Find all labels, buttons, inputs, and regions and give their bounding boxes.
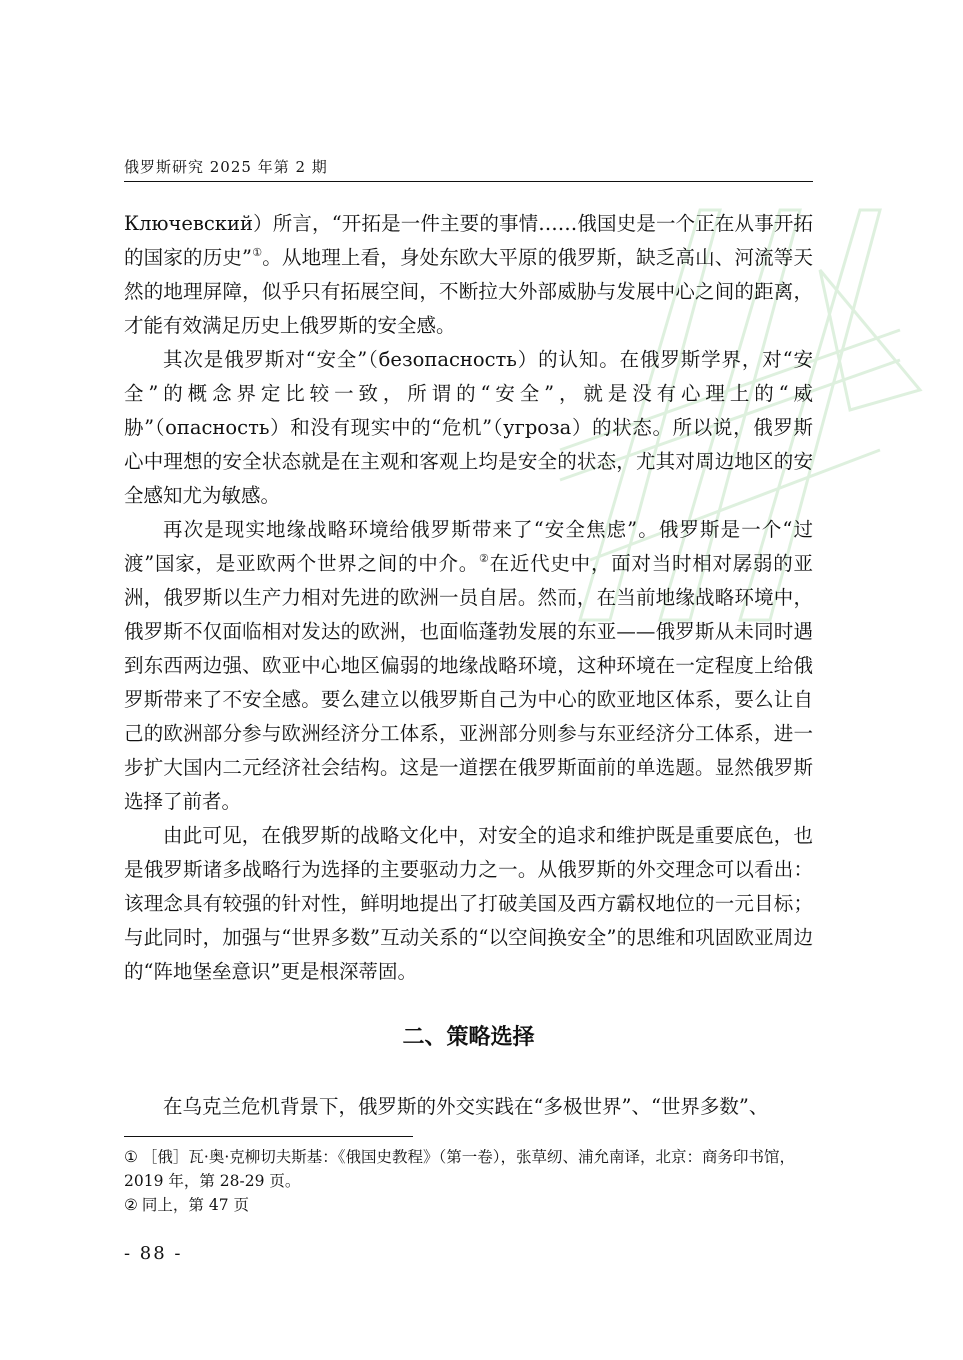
footnote-1 [124, 1145, 813, 1193]
section-first-line: 在乌克兰危机背景下，俄罗斯的外交实践在“多极世界”、“世界多数”、 [163, 1095, 769, 1118]
footnote-rule [124, 1136, 413, 1137]
paragraph-1-rest: 。从地理上看，身处东欧大平原的俄罗斯，缺乏高山、河流等天然的地理屏障，似乎只有拓展空间，不断拉大外部威胁与发展中心之间的距离，才能有效满足历史上俄罗斯的安全感。 [124, 246, 813, 337]
footnote-2-text: 同上，第 47 页 [141, 1196, 249, 1214]
footnote-ref-1[interactable]: ① [252, 246, 263, 259]
section-heading: 二、策略选择 [402, 1025, 535, 1050]
paragraph-3 [124, 513, 813, 819]
footnotes [124, 1145, 813, 1217]
header-rule [124, 181, 813, 182]
footnote-2 [124, 1193, 813, 1217]
paragraph-3-text-b: 在近代史中，面对当时相对孱弱的亚洲，俄罗斯以生产力相对先进的欧洲一员自居。然而，在当前地缘战略环境中，俄罗斯不仅面临相对发达的欧洲，也面临蓬勃发展的东亚——俄罗斯从未同时遇到东西两边强、欧亚中心地区偏弱的地缘战略环境，这种环境在一定程度上给俄罗斯带来了不安全感。要么建立以俄罗斯自己为中心的欧亚地区体系，要么让自己的欧洲部分参与欧洲经济分工体系，亚洲部分则参与东亚经济分工体系，进一步扩大国内二元经济社会结构。这是一道摆在俄罗斯面前的单选题。显然俄罗斯选择了前者。 [124, 552, 813, 813]
paragraph-3-text-a: 再次是现实地缘战略环境给俄罗斯带来了“安全焦虑”。俄罗斯是一个“过渡”国家，是亚欧两个世界之间的中介。 [124, 518, 813, 575]
footnote-1-text: ［俄］瓦·奥·克柳切夫斯基：《俄国史教程》（第一卷），张草纫、浦允南译，北京：商务印书馆，2019 年，第 28-29 页。 [124, 1148, 796, 1190]
footnote-ref-2[interactable]: ② [479, 552, 490, 565]
body-text [124, 207, 813, 989]
footnote-2-number: ② [124, 1196, 138, 1214]
paragraph-1-text: Ключевский）所言，“开拓是一件主要的事情……俄国史是一个正在从事开拓的国家的历史” [124, 212, 813, 269]
footnote-1-number: ① [124, 1148, 138, 1166]
running-header: 俄罗斯研究 2025 年第 2 期 [124, 158, 328, 176]
page-number: - 88 - [124, 1243, 183, 1264]
paragraph-4: 由此可见，在俄罗斯的战略文化中，对安全的追求和维护既是重要底色，也是俄罗斯诸多战略行为选择的主要驱动力之一。从俄罗斯的外交理念可以看出：该理念具有较强的针对性，鲜明地提出了打破美国及西方霸权地位的一元目标；与此同时，加强与“世界多数”互动关系的“以空间换安全”的思维和巩固欧亚周边的“阵地堡垒意识”更是根深蒂固。 [124, 824, 813, 983]
paragraph-1 [124, 207, 813, 343]
paragraph-2: 其次是俄罗斯对“安全”（безопасность）的认知。在俄罗斯学界，对“安全”的概念界定比较一致，所谓的“安全”，就是没有心理上的“威胁”（опасность）和没有现实中的“危机”（угроза）的状态。所以说，俄罗斯心中理想的安全状态就是在主观和客观上均是安全的状态，尤其对周边地区的安全感知尤为敏感。 [124, 348, 813, 507]
